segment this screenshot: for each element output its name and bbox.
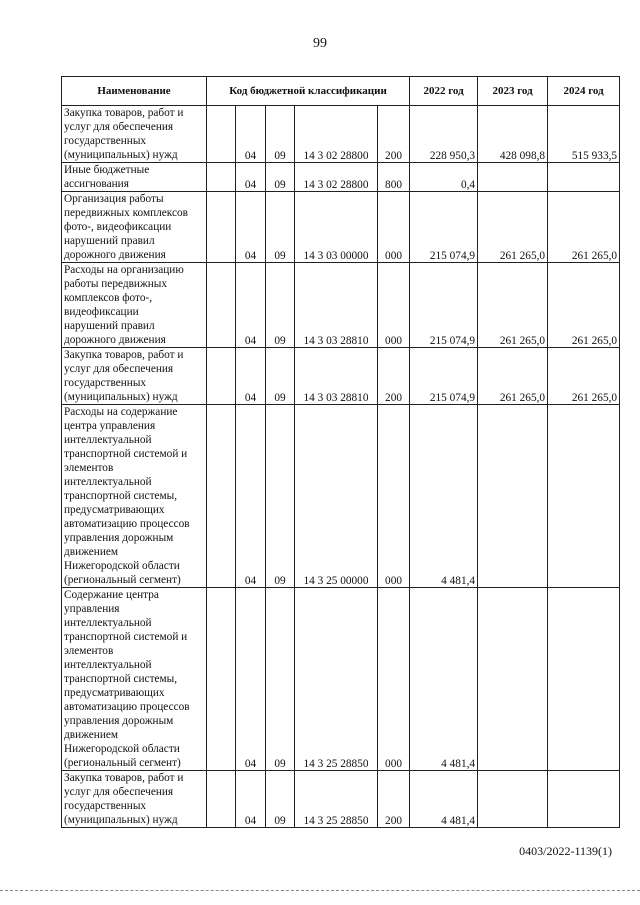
value-2023 — [478, 405, 548, 588]
header-name: Наименование — [62, 77, 207, 106]
code-section: 04 — [236, 106, 266, 163]
code-subsection: 09 — [266, 163, 295, 192]
budget-table — [61, 76, 620, 828]
code-expense-type: 200 — [378, 348, 410, 405]
code-section: 04 — [236, 405, 266, 588]
table-row — [62, 163, 620, 192]
code-blank-cell — [207, 106, 236, 163]
value-2024 — [548, 588, 620, 771]
value-2024 — [548, 405, 620, 588]
value-2022: 4 481,4 — [410, 588, 478, 771]
code-subsection: 09 — [266, 106, 295, 163]
code-expense-type: 800 — [378, 163, 410, 192]
header-2024: 2024 год — [548, 77, 620, 106]
value-2023: 261 265,0 — [478, 348, 548, 405]
table-row — [62, 405, 620, 588]
value-2023 — [478, 588, 548, 771]
value-2022: 4 481,4 — [410, 405, 478, 588]
code-expense-type: 000 — [378, 263, 410, 348]
code-target-article: 14 3 25 28850 — [295, 588, 378, 771]
code-target-article: 14 3 25 00000 — [295, 405, 378, 588]
code-target-article: 14 3 02 28800 — [295, 106, 378, 163]
row-name: Содержание центра управления интеллектуальной транспортной системой и элементов интеллектуальной транспортной системы, предусматривающих автоматизацию процессов управления дорожным движением Нижегородской области (региональный сегмент) — [62, 588, 207, 771]
code-subsection: 09 — [266, 405, 295, 588]
row-name: Расходы на содержание центра управления интеллектуальной транспортной системой и элементов интеллектуальной транспортной системы, предусматривающих автоматизацию процессов управления дорожным движением Нижегородской области (региональный сегмент) — [62, 405, 207, 588]
code-subsection: 09 — [266, 771, 295, 828]
code-section: 04 — [236, 588, 266, 771]
code-section: 04 — [236, 263, 266, 348]
table-row — [62, 348, 620, 405]
code-subsection: 09 — [266, 348, 295, 405]
code-expense-type: 000 — [378, 192, 410, 263]
document-code: 0403/2022-1139(1) — [519, 844, 612, 858]
code-subsection: 09 — [266, 588, 295, 771]
table-row — [62, 106, 620, 163]
code-target-article: 14 3 03 28810 — [295, 348, 378, 405]
code-blank-cell — [207, 588, 236, 771]
value-2023: 261 265,0 — [478, 263, 548, 348]
table-header-row — [62, 77, 620, 106]
value-2022: 0,4 — [410, 163, 478, 192]
value-2022: 215 074,9 — [410, 348, 478, 405]
value-2024: 515 933,5 — [548, 106, 620, 163]
table-row — [62, 588, 620, 771]
value-2023: 261 265,0 — [478, 192, 548, 263]
code-blank-cell — [207, 192, 236, 263]
value-2024: 261 265,0 — [548, 263, 620, 348]
row-name: Закупка товаров, работ и услуг для обеспечения государственных (муниципальных) нужд — [62, 106, 207, 163]
code-expense-type: 200 — [378, 106, 410, 163]
code-section: 04 — [236, 163, 266, 192]
code-blank-cell — [207, 771, 236, 828]
header-2023: 2023 год — [478, 77, 548, 106]
value-2022: 215 074,9 — [410, 263, 478, 348]
page-number: 99 — [313, 36, 327, 51]
value-2024: 261 265,0 — [548, 192, 620, 263]
code-blank-cell — [207, 405, 236, 588]
value-2024: 261 265,0 — [548, 348, 620, 405]
row-name: Закупка товаров, работ и услуг для обеспечения государственных (муниципальных) нужд — [62, 771, 207, 828]
value-2023 — [478, 163, 548, 192]
code-section: 04 — [236, 771, 266, 828]
header-2022: 2022 год — [410, 77, 478, 106]
row-name: Организация работы передвижных комплексов фото-, видеофиксации нарушений правил дорожного движения — [62, 192, 207, 263]
code-expense-type: 000 — [378, 588, 410, 771]
code-expense-type: 200 — [378, 771, 410, 828]
value-2023: 428 098,8 — [478, 106, 548, 163]
row-name: Расходы на организацию работы передвижных комплексов фото-, видеофиксации нарушений правил дорожного движения — [62, 263, 207, 348]
code-subsection: 09 — [266, 192, 295, 263]
value-2022: 228 950,3 — [410, 106, 478, 163]
header-code: Код бюджетной классификации — [207, 77, 410, 106]
value-2024 — [548, 163, 620, 192]
value-2022: 215 074,9 — [410, 192, 478, 263]
code-target-article: 14 3 03 00000 — [295, 192, 378, 263]
row-name: Иные бюджетные ассигнования — [62, 163, 207, 192]
code-expense-type: 000 — [378, 405, 410, 588]
code-blank-cell — [207, 348, 236, 405]
table-row — [62, 263, 620, 348]
code-target-article: 14 3 25 28850 — [295, 771, 378, 828]
code-target-article: 14 3 02 28800 — [295, 163, 378, 192]
table-row — [62, 771, 620, 828]
value-2024 — [548, 771, 620, 828]
code-section: 04 — [236, 348, 266, 405]
code-target-article: 14 3 03 28810 — [295, 263, 378, 348]
value-2023 — [478, 771, 548, 828]
code-subsection: 09 — [266, 263, 295, 348]
code-blank-cell — [207, 263, 236, 348]
code-blank-cell — [207, 163, 236, 192]
page-bottom-divider — [0, 890, 640, 891]
code-section: 04 — [236, 192, 266, 263]
row-name: Закупка товаров, работ и услуг для обеспечения государственных (муниципальных) нужд — [62, 348, 207, 405]
table-row — [62, 192, 620, 263]
value-2022: 4 481,4 — [410, 771, 478, 828]
